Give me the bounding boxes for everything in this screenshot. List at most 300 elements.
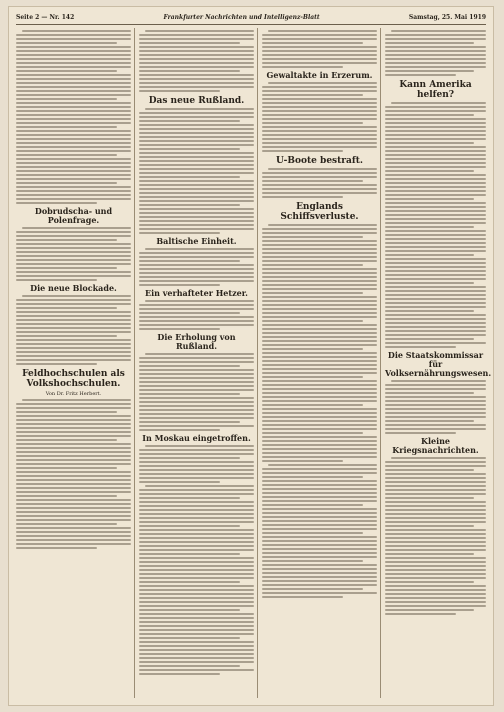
text-line [262, 98, 377, 100]
text-line [139, 132, 254, 134]
text-line [385, 178, 486, 180]
text-line [16, 507, 131, 509]
text-line [385, 138, 486, 140]
text-line [385, 114, 474, 116]
text-line [262, 528, 377, 530]
text-line [262, 58, 377, 60]
text-line [262, 584, 377, 586]
text-line [139, 653, 254, 655]
text-line [16, 90, 131, 92]
text-line [385, 274, 486, 276]
text-line [385, 62, 486, 64]
text-line [139, 144, 254, 146]
text-line [262, 472, 377, 474]
text-line [139, 304, 254, 306]
text-line [385, 613, 456, 615]
text-line [262, 416, 377, 418]
text-line [262, 516, 377, 518]
text-line [385, 250, 486, 252]
text-line [385, 505, 486, 507]
text-line [16, 467, 117, 469]
text-line [391, 30, 486, 32]
text-line [16, 535, 131, 537]
article-headline: Baltische Einheit. [156, 236, 237, 246]
text-line [262, 284, 377, 286]
text-line [16, 315, 131, 317]
text-line [139, 260, 240, 262]
text-line [139, 156, 254, 158]
text-line [262, 564, 377, 566]
text-line [139, 581, 240, 583]
text-line [16, 435, 131, 437]
text-line [262, 456, 377, 458]
text-line [262, 102, 377, 104]
text-line [262, 568, 377, 570]
text-line [16, 114, 131, 116]
text-line [385, 190, 486, 192]
text-line [139, 66, 254, 68]
article-paragraph [16, 295, 131, 365]
article-headline: Das neue Rußland. [148, 96, 245, 106]
text-line [385, 162, 486, 164]
text-line [385, 557, 486, 559]
text-line [139, 529, 254, 531]
text-line [262, 328, 377, 330]
text-line [262, 540, 377, 542]
text-line [139, 316, 254, 318]
text-line [262, 130, 377, 132]
text-line [385, 42, 474, 44]
text-line [16, 198, 131, 200]
text-line [385, 346, 456, 348]
text-line [262, 356, 377, 358]
text-line [385, 601, 486, 603]
article-paragraph [139, 108, 254, 234]
text-line [139, 264, 254, 266]
text-line [16, 299, 131, 301]
text-line [16, 170, 131, 172]
column-divider [257, 28, 258, 698]
text-line [262, 244, 377, 246]
text-line [385, 122, 486, 124]
text-line [262, 560, 363, 562]
text-line [262, 248, 377, 250]
text-line [262, 596, 343, 598]
text-line [262, 46, 377, 48]
text-line [262, 236, 363, 238]
text-line [16, 54, 131, 56]
text-line [139, 497, 240, 499]
text-line [262, 34, 377, 36]
text-line [16, 251, 131, 253]
text-line [16, 495, 117, 497]
text-line [262, 488, 377, 490]
text-line [262, 252, 377, 254]
text-line [385, 565, 486, 567]
text-line [385, 330, 486, 332]
text-line [385, 314, 486, 316]
text-line [139, 320, 254, 322]
text-line [139, 513, 254, 515]
column-3 [262, 28, 377, 698]
text-line [16, 515, 131, 517]
text-line [262, 192, 377, 194]
text-line [16, 154, 117, 156]
text-line [139, 128, 254, 130]
text-line [22, 227, 131, 229]
text-line [139, 453, 254, 455]
text-line [139, 46, 254, 48]
text-line [139, 389, 254, 391]
text-line [385, 577, 486, 579]
text-line [16, 327, 131, 329]
text-line [385, 465, 486, 467]
text-line [385, 186, 486, 188]
column-divider [134, 28, 135, 698]
text-line [385, 214, 486, 216]
text-line [385, 66, 486, 68]
text-line [262, 176, 377, 178]
text-line [139, 605, 254, 607]
text-line [262, 146, 377, 148]
text-line [385, 246, 486, 248]
text-line [16, 339, 131, 341]
text-line [385, 473, 486, 475]
text-line [262, 556, 377, 558]
text-line [139, 62, 254, 64]
text-line [139, 545, 254, 547]
text-line [262, 428, 377, 430]
text-line [16, 62, 131, 64]
text-line [16, 247, 131, 249]
text-line [16, 307, 117, 309]
text-line [385, 150, 486, 152]
text-line [16, 311, 131, 313]
text-line [16, 259, 131, 261]
text-line [262, 504, 363, 506]
text-line [139, 160, 254, 162]
text-line [16, 235, 131, 237]
article-paragraph [262, 168, 377, 198]
text-line [16, 263, 131, 265]
text-line [262, 134, 377, 136]
text-line [139, 192, 254, 194]
text-line [139, 673, 220, 675]
text-line [262, 476, 363, 478]
text-line [145, 108, 254, 110]
text-line [385, 485, 486, 487]
text-line [385, 194, 486, 196]
text-line [145, 30, 254, 32]
text-line [262, 512, 377, 514]
text-line [385, 294, 486, 296]
text-line [262, 256, 377, 258]
article-paragraph [385, 457, 486, 615]
text-line [139, 429, 220, 431]
text-line [385, 533, 486, 535]
text-line [385, 549, 486, 551]
text-line [385, 396, 486, 398]
text-line [139, 405, 254, 407]
text-line [16, 158, 131, 160]
text-line [16, 487, 131, 489]
text-line [16, 42, 117, 44]
text-line [385, 477, 486, 479]
article-paragraph [385, 380, 486, 434]
text-line [262, 150, 343, 152]
text-line [139, 609, 240, 611]
text-line [262, 94, 363, 96]
article-headline: Gewaltakte in Erzerum. [266, 70, 373, 80]
text-line [16, 279, 97, 281]
article-byline: Von Dr. Fritz Herbert. [45, 391, 102, 397]
text-line [139, 284, 220, 286]
text-line [139, 216, 254, 218]
text-line [16, 130, 131, 132]
text-line [139, 501, 254, 503]
text-line [262, 312, 377, 314]
text-line [262, 580, 377, 582]
text-line [16, 275, 131, 277]
text-line [139, 136, 254, 138]
text-line [16, 499, 131, 501]
text-line [139, 461, 254, 463]
text-line [262, 388, 377, 390]
text-line [385, 573, 486, 575]
text-line [139, 669, 254, 671]
text-line [262, 320, 363, 322]
text-line [268, 464, 377, 466]
text-line [139, 116, 254, 118]
text-line [385, 118, 486, 120]
text-line [139, 637, 240, 639]
text-line [16, 319, 131, 321]
text-line [139, 421, 240, 423]
text-line [139, 308, 254, 310]
masthead-date: Samstag, 25. Mai 1919 [408, 13, 486, 21]
text-line [16, 267, 117, 269]
text-line [385, 525, 474, 527]
text-line [16, 411, 117, 413]
text-line [139, 324, 254, 326]
text-line [391, 102, 486, 104]
text-line [145, 353, 254, 355]
text-line [385, 266, 486, 268]
text-line [139, 489, 254, 491]
text-line [139, 184, 254, 186]
text-line [385, 384, 486, 386]
text-line [262, 364, 377, 366]
text-line [385, 158, 486, 160]
text-line [385, 130, 486, 132]
text-line [385, 302, 486, 304]
text-line [139, 657, 254, 659]
text-line [16, 431, 131, 433]
text-line [139, 373, 254, 375]
text-line [262, 296, 377, 298]
text-line [139, 629, 254, 631]
article-paragraph [16, 399, 131, 549]
text-line [22, 399, 131, 401]
text-line [16, 463, 131, 465]
text-line [262, 396, 377, 398]
text-line [262, 368, 377, 370]
text-line [139, 417, 254, 419]
text-line [262, 300, 377, 302]
text-line [262, 184, 377, 186]
text-line [139, 42, 240, 44]
text-line [385, 521, 486, 523]
text-line [262, 340, 377, 342]
text-line [139, 493, 254, 495]
text-line [262, 344, 377, 346]
text-line [385, 342, 486, 344]
text-line [16, 347, 131, 349]
text-line [262, 548, 377, 550]
text-line [16, 519, 131, 521]
text-line [139, 328, 220, 330]
text-line [139, 613, 254, 615]
text-line [16, 363, 97, 365]
text-line [385, 545, 486, 547]
text-line [262, 352, 377, 354]
text-line [385, 38, 486, 40]
text-line [385, 182, 486, 184]
article-headline: Die neue Blockade. [30, 283, 117, 293]
text-line [139, 565, 254, 567]
text-line [16, 122, 131, 124]
text-line [16, 475, 131, 477]
text-line [139, 256, 254, 258]
text-line [262, 440, 377, 442]
text-line [145, 485, 254, 487]
text-line [139, 553, 240, 555]
text-line [262, 304, 377, 306]
text-line [385, 170, 474, 172]
text-line [145, 445, 254, 447]
text-line [16, 34, 131, 36]
text-line [139, 54, 254, 56]
text-line [262, 232, 377, 234]
text-line [385, 106, 486, 108]
text-line [385, 322, 486, 324]
text-line [262, 38, 377, 40]
text-line [16, 455, 131, 457]
text-line [139, 649, 254, 651]
text-line [139, 449, 254, 451]
text-line [262, 508, 377, 510]
text-line [262, 460, 343, 462]
text-line [139, 365, 240, 367]
text-line [262, 332, 377, 334]
text-line [262, 408, 377, 410]
text-line [16, 403, 131, 405]
text-line [139, 577, 254, 579]
text-line [22, 30, 131, 32]
text-line [262, 126, 377, 128]
masthead [16, 12, 486, 25]
text-line [139, 585, 254, 587]
text-line [16, 66, 131, 68]
text-line [16, 86, 131, 88]
text-line [262, 66, 343, 68]
text-line [385, 605, 486, 607]
text-line [262, 316, 377, 318]
article-paragraph [16, 227, 131, 281]
text-line [385, 210, 486, 212]
text-line [268, 82, 377, 84]
text-line [16, 174, 131, 176]
text-line [16, 142, 131, 144]
text-line [385, 226, 474, 228]
text-line [262, 280, 377, 282]
text-line [385, 310, 474, 312]
text-line [139, 377, 254, 379]
text-line [262, 188, 377, 190]
text-line [139, 120, 240, 122]
text-line [385, 230, 486, 232]
text-line [262, 264, 363, 266]
text-line [262, 572, 377, 574]
text-line [139, 413, 254, 415]
text-line [385, 238, 486, 240]
text-line [385, 338, 474, 340]
text-line [16, 471, 131, 473]
text-line [262, 172, 377, 174]
text-line [262, 272, 377, 274]
text-line [139, 597, 254, 599]
text-line [262, 308, 377, 310]
text-line [385, 282, 474, 284]
text-line [385, 306, 486, 308]
text-line [16, 46, 131, 48]
article-paragraph [262, 464, 377, 598]
text-line [262, 496, 377, 498]
text-line [262, 376, 363, 378]
text-line [262, 492, 377, 494]
text-line [262, 444, 377, 446]
text-line [262, 348, 363, 350]
text-line [262, 54, 377, 56]
text-line [262, 436, 377, 438]
text-line [139, 124, 254, 126]
text-line [16, 423, 131, 425]
text-line [139, 381, 254, 383]
text-line [262, 142, 377, 144]
text-line [262, 592, 377, 594]
text-line [16, 439, 117, 441]
text-line [16, 351, 131, 353]
text-line [262, 276, 377, 278]
article-paragraph [262, 82, 377, 152]
text-line [16, 523, 117, 525]
text-line [139, 569, 254, 571]
text-line [139, 152, 254, 154]
text-line [262, 360, 377, 362]
text-line [139, 397, 254, 399]
text-line [16, 539, 131, 541]
text-line [16, 146, 131, 148]
text-line [16, 479, 131, 481]
text-line [385, 218, 486, 220]
text-line [139, 34, 254, 36]
text-line [385, 609, 474, 611]
column-1 [16, 28, 131, 698]
text-line [262, 196, 343, 198]
text-line [139, 481, 220, 483]
text-line [385, 278, 486, 280]
text-line [262, 424, 377, 426]
